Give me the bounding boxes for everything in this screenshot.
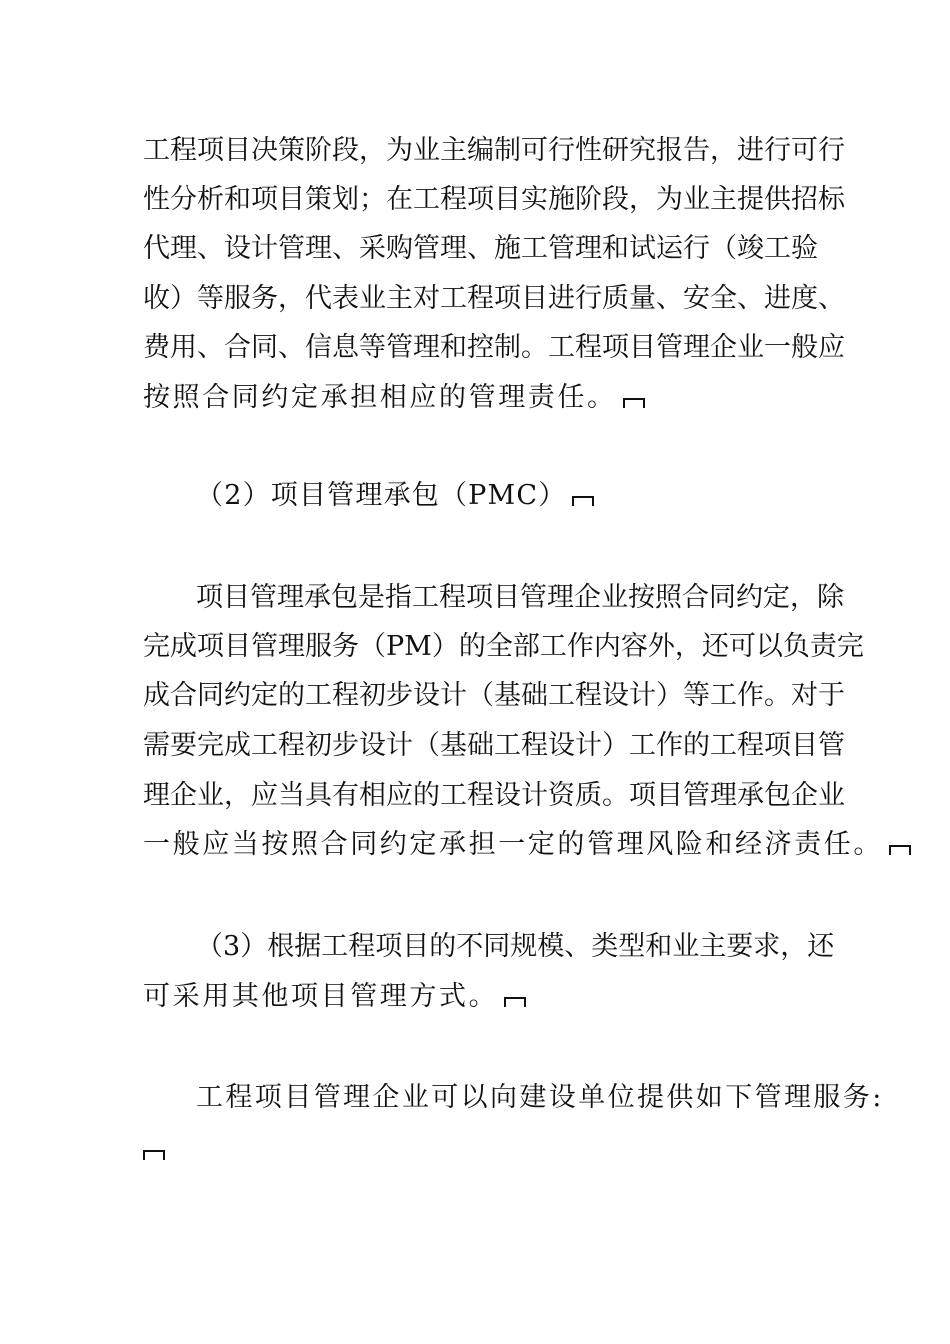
paragraph-3-last-line: [143, 979, 526, 1015]
paragraph-1-line-6: 按照合同约定承担相应的管理责任。: [143, 382, 617, 413]
paragraph-mark-icon: [572, 492, 594, 506]
paragraph-2-line-3: 成 合 同 约 定 的 工 程 初 步 设 计 （ 基 础 工 程 设 计 ） 等 工 作 。 对 于: [143, 680, 845, 711]
paragraph-mark-icon: [504, 993, 526, 1007]
section-2-heading-row: [196, 478, 594, 514]
paragraph-mark-icon: [889, 841, 911, 855]
paragraph-mark-icon: [623, 394, 645, 408]
paragraph-1-line-5: 费 用 、 合 同 、 信 息 等 管 理 和 控 制 。 工 程 项 目 管 理 企 业 一 般 应: [143, 332, 845, 363]
paragraph-2-line-1: 项 目 管 理 承 包 是 指 工 程 项 目 管 理 企 业 按 照 合 同 约 定 ， 除: [196, 582, 844, 613]
paragraph-2-line-6: 一般应当按照合同约定承担一定的管理风险和经济责任。: [143, 829, 883, 860]
paragraph-1-line-3: 代 理 、 设 计 管 理 、 采 购 管 理 、 施 工 管 理 和 试 运 行 （ 竣 工 验: [143, 233, 818, 264]
paragraph-1-last-line: [143, 380, 645, 416]
paragraph-3-line-2: 可采用其他项目管理方式。: [143, 981, 499, 1012]
paragraph-2-line-5: 理 企 业 ， 应 当 具 有 相 应 的 工 程 设 计 资 质 。 项 目 管 理 承 包 企 业: [143, 780, 845, 811]
paragraph-1-line-4: 收 ） 等 服 务 ， 代 表 业 主 对 工 程 项 目 进 行 质 量 、 安 全 、 进 度 、: [143, 283, 845, 314]
paragraph-mark-icon: [143, 1146, 165, 1160]
section-2-heading: （2）项目管理承包（PMC）: [196, 480, 567, 511]
paragraph-2-line-4: 需 要 完 成 工 程 初 步 设 计 （ 基 础 工 程 设 计 ） 工 作 的 工 程 项 目 管: [143, 730, 845, 761]
paragraph-1-line-1: 工 程 项 目 决 策 阶 段 ， 为 业 主 编 制 可 行 性 研 究 报 告 ， 进 行 可 行: [143, 135, 845, 166]
paragraph-1-line-2: 性 分 析 和 项 目 策 划 ； 在 工 程 项 目 实 施 阶 段 ， 为 业 主 提 供 招 标: [143, 184, 845, 215]
paragraph-2-line-2: 完 成 项 目 管 理 服 务 （ P M ） 的 全 部 工 作 内 容 外 ， 还 可 以 负 责 完: [143, 631, 864, 662]
paragraph-4-line-1: 工程项目管理企业可以向建设单位提供如下管理服务:: [196, 1082, 884, 1113]
paragraph-3-line-1: （ 3 ） 根 据 工 程 项 目 的 不 同 规 模 、 类 型 和 业 主 要 求 ， 还: [196, 931, 835, 962]
paragraph-2-last-line: [143, 827, 911, 863]
